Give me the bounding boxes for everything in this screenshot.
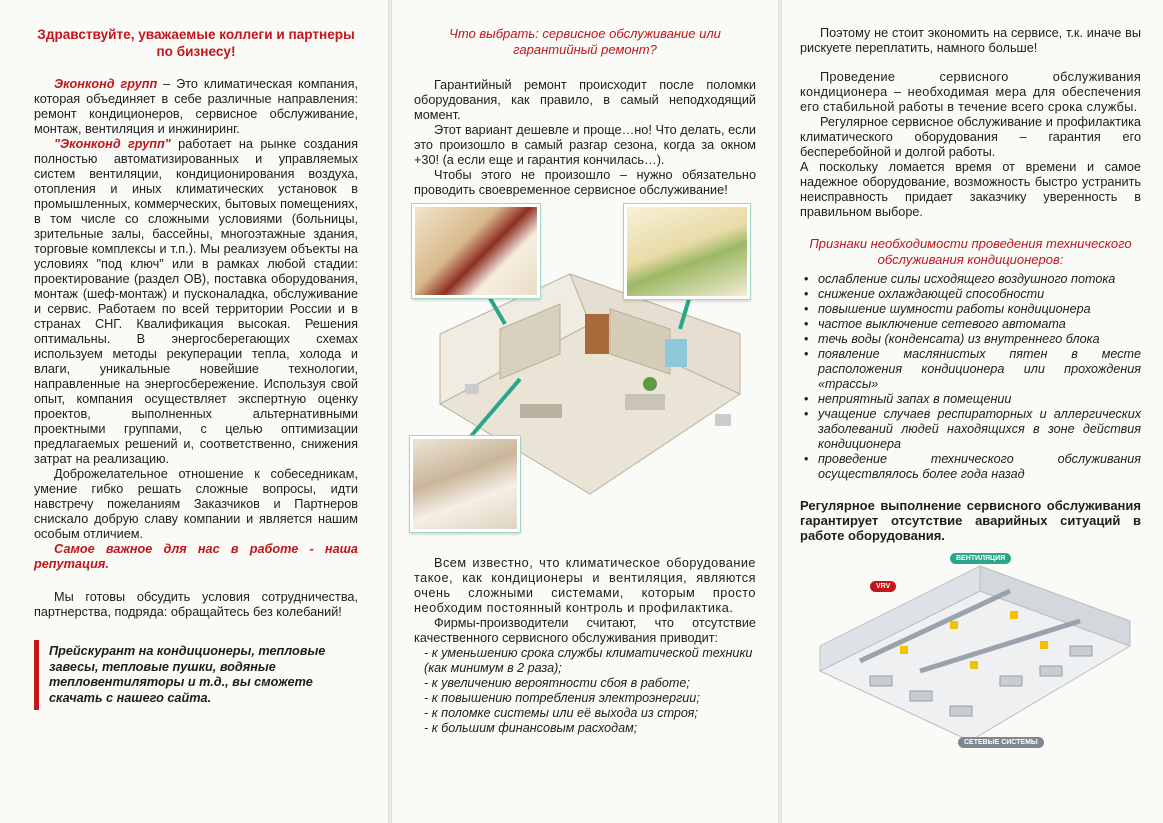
vrv-label: VRV: [870, 581, 896, 592]
service-measure-paragraph: Проведение сервисного обслуживания кондиционера – необходимая мера для обеспечения его стабильной работы в течение всего срока службы.: [800, 70, 1141, 114]
attitude-paragraph: Доброжелательное отношение к собеседникам, умение гибко решать сложные вопросы, идти навстречу пожеланиям Заказчиков и Партнеров снискало добрую славу компании и является нашим особым отличием.: [34, 467, 358, 541]
prevention-paragraph: Регулярное сервисное обслуживание и профилактика климатического оборудования – гарантия его бесперебойной и долгой работы.: [800, 115, 1141, 159]
list-item: • повышение шумности работы кондиционера: [800, 302, 1141, 317]
complex-systems-paragraph: Всем известно, что климатическое оборудование такое, как кондиционеры и вентиляция, являются очень сложными системами, которым просто необходим постоянный контроль и профилактика.: [414, 556, 756, 615]
bright-room-photo: [624, 204, 750, 299]
list-item: - к поломке системы или её выхода из строя;: [424, 706, 698, 720]
house-illustration: [410, 204, 756, 544]
consequences-list: [414, 646, 756, 736]
warranty-paragraph: Гарантийный ремонт происходит после поломки оборудования, как правило, в самый неподходящий момент.: [414, 78, 756, 122]
manufacturers-paragraph: Фирмы-производители считают, что отсутствие качественного сервисного обслуживания приводит:: [414, 616, 756, 645]
ventilation-label: ВЕНТИЛЯЦИЯ: [950, 553, 1011, 564]
list-item: • неприятный запах в помещении: [800, 392, 1141, 407]
list-item: - к увеличению вероятности сбоя в работе;: [424, 676, 690, 690]
signs-list: [800, 272, 1141, 482]
choice-heading: Что выбрать: сервисное обслуживание или гарантийный ремонт?: [449, 26, 721, 57]
list-item: • появление маслянистых пятен в месте расположения кондиционера или прохождения «трассы»: [800, 347, 1141, 392]
cooperation-paragraph: Мы готовы обсудить условия сотрудничества, партнерства, подряда: обращайтесь без колебаний!: [34, 590, 358, 619]
company-description: "Эконконд групп" работает на рынке создания полностью автоматизированных и управляемых систем вентиляции, кондиционирования воздуха, отопления и иных климатических установок в промышленных, коммерческих, бытовых помещениях, в том числе со сложными условиями (больницы, зрительные залы, бассейны, многоэтажные здания, торговые комплексы и т.п.). Мы реализуем объекты на условиях "под ключ" или в рамках любой стадии: проектирование (раздел ОВ), поставка оборудования, монтаж (шеф-монтаж) и пусконаладка, обслуживание и сервис. Работаем по всей территории России и в странах СНГ. Квалификация высокая. Решения оптимальны. В энергосберегающих схемах используем методы рекуперации тепла, холода и влаги, уникальные новейшие технологии, направленные на энергосбережение. Используя свой опыт, компания осуществляет экспертную оценку проектов, выполненных альтернативными проектными группами, с целью оптимизации предлагаемых решений и, соответственно, снижения затрат на реализацию.: [34, 137, 358, 466]
list-item: • проведение технического обслуживания осуществлялось более года назад: [800, 452, 1141, 482]
brand-name: Эконконд групп: [54, 77, 158, 91]
reputation-motto: Самое важное для нас в работе - наша репутация.: [34, 542, 358, 571]
network-systems-label: СЕТЕВЫЕ СИСТЕМЫ: [958, 737, 1044, 748]
bedroom-photo: [410, 436, 520, 532]
pricelist-callout: Прейскурант на кондиционеры, тепловые завесы, тепловые пушки, водяные тепловентиляторы и т.д., вы сможете скачать с нашего сайта.: [34, 640, 358, 710]
list-item: • частое выключение сетевого автомата: [800, 317, 1141, 332]
column-right: [782, 0, 1163, 823]
reliability-paragraph: А поскольку ломается время от времени и самое надежное оборудование, возможность быстро устранить неисправность придает заказчику уверенность в правильном выборе.: [800, 160, 1141, 219]
list-item: • снижение охлаждающей способности: [800, 287, 1141, 302]
column-middle: [392, 0, 778, 823]
signs-heading: Признаки необходимости проведения технического обслуживания кондиционеров:: [809, 236, 1132, 267]
list-item: • ослабление силы исходящего воздушного потока: [800, 272, 1141, 287]
guarantee-statement: Регулярное выполнение сервисного обслуживания гарантирует отсутствие аварийных ситуаций в работе оборудования.: [800, 498, 1141, 543]
list-item: • учащение случаев респираторных и аллергических заболеваний людей находящихся в зоне действия кондиционера: [800, 407, 1141, 452]
intro-paragraph: Эконконд групп – Это климатическая компания, которая объединяет в себе различные направления: ремонт кондиционеров, сервисное обслуживание, монтаж, вентиляция и инжиниринг.: [34, 77, 358, 136]
list-item: - к повышению потребления электроэнергии;: [424, 691, 700, 705]
list-item: • течь воды (конденсата) из внутреннего блока: [800, 332, 1141, 347]
living-room-photo: [412, 204, 540, 298]
list-item: - к уменьшению срока службы климатической техники (как минимум в 2 раза);: [424, 646, 753, 675]
office-diagram: [800, 551, 1141, 756]
column-left: [0, 0, 388, 823]
brand-name-quoted: "Эконконд групп": [54, 137, 171, 151]
greeting-heading: Здравствуйте, уважаемые коллеги и партнеры по бизнесу!: [37, 27, 355, 59]
service-needed-paragraph: Чтобы этого не произошло – нужно обязательно проводить своевременное сервисное обслуживание!: [414, 168, 756, 197]
cheaper-paragraph: Этот вариант дешевле и проще…но! Что делать, если это произошло в самый разгар сезона, когда за окном +30! (а если еще и гарантия кончилась…).: [414, 123, 756, 167]
dont-save-paragraph: Поэтому не стоит экономить на сервисе, т.к. иначе вы рискуете переплатить, намного больше!: [800, 26, 1141, 55]
office-systems-image: [800, 551, 1140, 756]
list-item: - к большим финансовым расходам;: [424, 721, 638, 735]
